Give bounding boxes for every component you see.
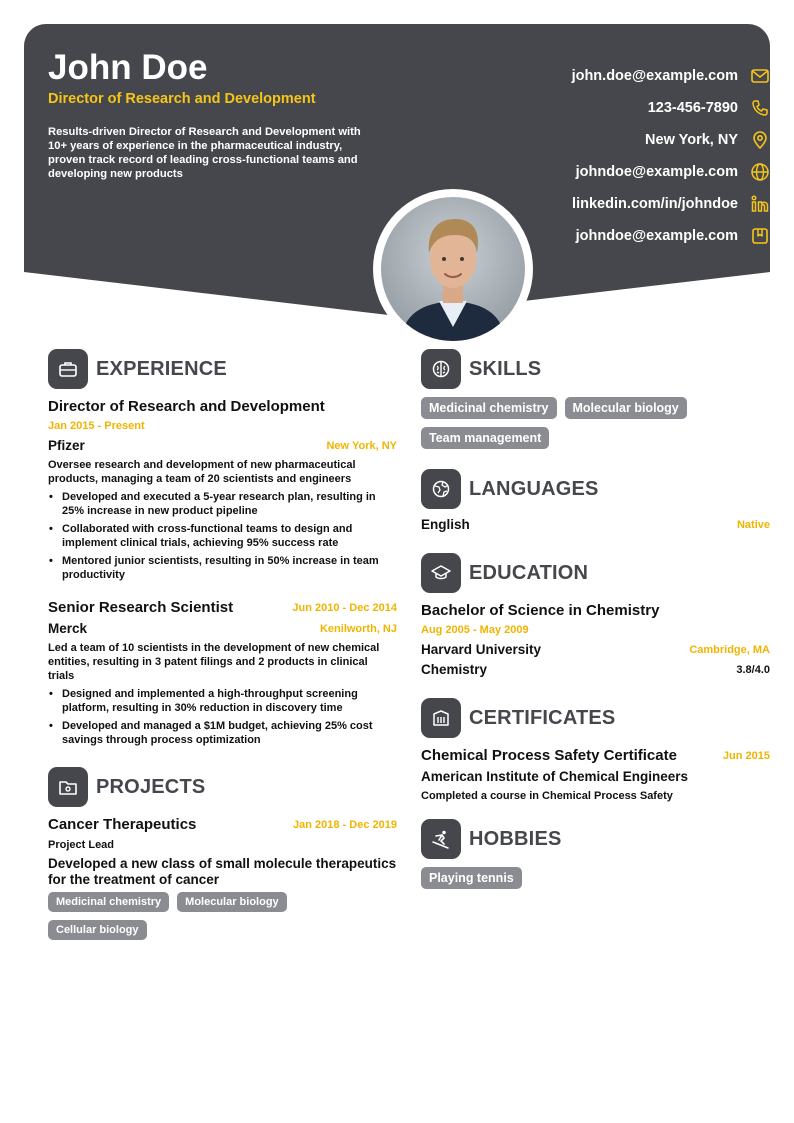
certificates-section-header xyxy=(421,698,615,738)
job-1-location: New York, NY xyxy=(326,440,397,452)
project-1-role: Project Lead xyxy=(48,839,115,851)
tag: Medicinal chemistry xyxy=(48,892,169,912)
job-2-bullets xyxy=(48,687,393,751)
job-1-company: Pfizer xyxy=(48,438,85,453)
certificate-building-icon xyxy=(421,698,461,738)
job-2-bullet: • Designed and implemented a high-throughput screening platform, resulting in 30% reduction in discovery time xyxy=(48,687,393,715)
contact-website[interactable] xyxy=(576,158,770,186)
brain-icon xyxy=(421,349,461,389)
job-1-description: Oversee research and development of new pharmaceutical products, managing a team of 20 scientists and engineers xyxy=(48,459,356,485)
experience-section-header xyxy=(48,349,227,389)
project-1-name: Cancer Therapeutics xyxy=(48,816,197,833)
project-1-tags xyxy=(48,892,348,940)
projects-section-header xyxy=(48,767,205,807)
contact-phone-text: 123-456-7890 xyxy=(647,100,738,116)
job-1-position: Director of Research and Development xyxy=(48,398,325,415)
certificate-date: Jun 2015 xyxy=(722,750,770,762)
experience-title: EXPERIENCE xyxy=(96,357,227,380)
person-role: Director of Research and Development xyxy=(48,91,316,107)
projects-title: PROJECTS xyxy=(96,775,206,798)
profile-summary: Results-driven Director of Research and Development with 10+ years of experience in the pharmaceutical industry, proven track record of leading cross-functional teams and developing new products xyxy=(48,126,361,180)
location-pin-icon xyxy=(750,130,770,150)
education-location: Cambridge, MA xyxy=(689,644,770,656)
skill-tag: Molecular biology xyxy=(565,397,687,419)
bookmark-icon xyxy=(750,226,770,246)
certificates-title: CERTIFICATES xyxy=(469,706,616,729)
mail-icon xyxy=(750,66,770,86)
person-name: John Doe xyxy=(48,48,208,87)
avatar xyxy=(381,197,525,341)
contact-extra-email-text: johndoe@example.com xyxy=(575,228,738,244)
contact-email-text: john.doe@example.com xyxy=(571,68,738,84)
job-1-bullet: • Mentored junior scientists, resulting in 50% increase in team productivity xyxy=(48,554,393,582)
contact-website-text: johndoe@example.com xyxy=(575,164,738,180)
phone-icon xyxy=(750,98,770,118)
tag: Cellular biology xyxy=(48,920,147,940)
profile-photo-ring xyxy=(373,189,533,349)
contact-extra-email[interactable] xyxy=(576,222,770,250)
contact-location[interactable] xyxy=(645,126,770,154)
education-title: EDUCATION xyxy=(469,561,589,584)
skill-tag: Medicinal chemistry xyxy=(421,397,557,419)
languages-section-header xyxy=(421,469,599,509)
language-level: Native xyxy=(736,519,770,531)
job-1-dates: Jan 2015 - Present xyxy=(48,420,145,432)
languages-title: LANGUAGES xyxy=(469,477,599,500)
contact-email[interactable] xyxy=(572,62,770,90)
folder-icon xyxy=(48,767,88,807)
hobbies-section-header xyxy=(421,819,562,859)
certificate-issuer: American Institute of Chemical Engineers xyxy=(421,769,689,784)
hobbies-tags xyxy=(421,867,522,889)
contact-location-text: New York, NY xyxy=(645,132,738,148)
skills-title: SKILLS xyxy=(469,357,542,380)
tag: Molecular biology xyxy=(177,892,287,912)
job-1-bullet: • Collaborated with cross-functional teams to design and implement clinical trials, achieving 95% success rate xyxy=(48,522,393,550)
education-field: Chemistry xyxy=(421,662,488,677)
contact-linkedin-text: linkedin.com/in/johndoe xyxy=(572,196,738,212)
job-2-company: Merck xyxy=(48,621,88,636)
job-2-position: Senior Research Scientist xyxy=(48,599,234,616)
job-1-bullets xyxy=(48,490,393,586)
skill-tag: Team management xyxy=(421,427,549,449)
hobby-tag: Playing tennis xyxy=(421,867,522,889)
language-name: English xyxy=(421,517,470,532)
project-1-description: Developed a new class of small molecule therapeutics for the treatment of cancer xyxy=(48,856,397,887)
job-1-bullet: • Developed and executed a 5-year research plan, resulting in 25% increase in new product pipeline xyxy=(48,490,393,518)
skiing-icon xyxy=(421,819,461,859)
contact-linkedin[interactable] xyxy=(572,190,770,218)
education-school: Harvard University xyxy=(421,642,542,657)
education-section-header xyxy=(421,553,588,593)
globe-language-icon xyxy=(421,469,461,509)
job-2-bullet: • Developed and managed a $1M budget, achieving 25% cost savings through process optimization xyxy=(48,719,393,747)
graduation-cap-icon xyxy=(421,553,461,593)
certificate-name: Chemical Process Safety Certificate xyxy=(421,747,677,764)
education-dates: Aug 2005 - May 2009 xyxy=(421,624,529,636)
job-2-dates: Jun 2010 - Dec 2014 xyxy=(292,602,397,614)
job-2-description: Led a team of 10 scientists in the development of new chemical entities, resulting in 3 patent filings and 2 products in clinical trials xyxy=(48,642,380,682)
certificate-description: Completed a course in Chemical Process Safety xyxy=(421,790,673,802)
linkedin-icon xyxy=(750,194,770,214)
skills-section-header xyxy=(421,349,541,389)
skills-tags xyxy=(421,397,751,449)
briefcase-icon xyxy=(48,349,88,389)
education-degree: Bachelor of Science in Chemistry xyxy=(421,602,660,619)
globe-icon xyxy=(750,162,770,182)
contact-phone[interactable] xyxy=(648,94,770,122)
hobbies-title: HOBBIES xyxy=(469,827,562,850)
job-2-location: Kenilworth, NJ xyxy=(319,623,397,635)
project-1-dates: Jan 2018 - Dec 2019 xyxy=(293,819,397,831)
education-gpa: 3.8/4.0 xyxy=(736,664,770,676)
